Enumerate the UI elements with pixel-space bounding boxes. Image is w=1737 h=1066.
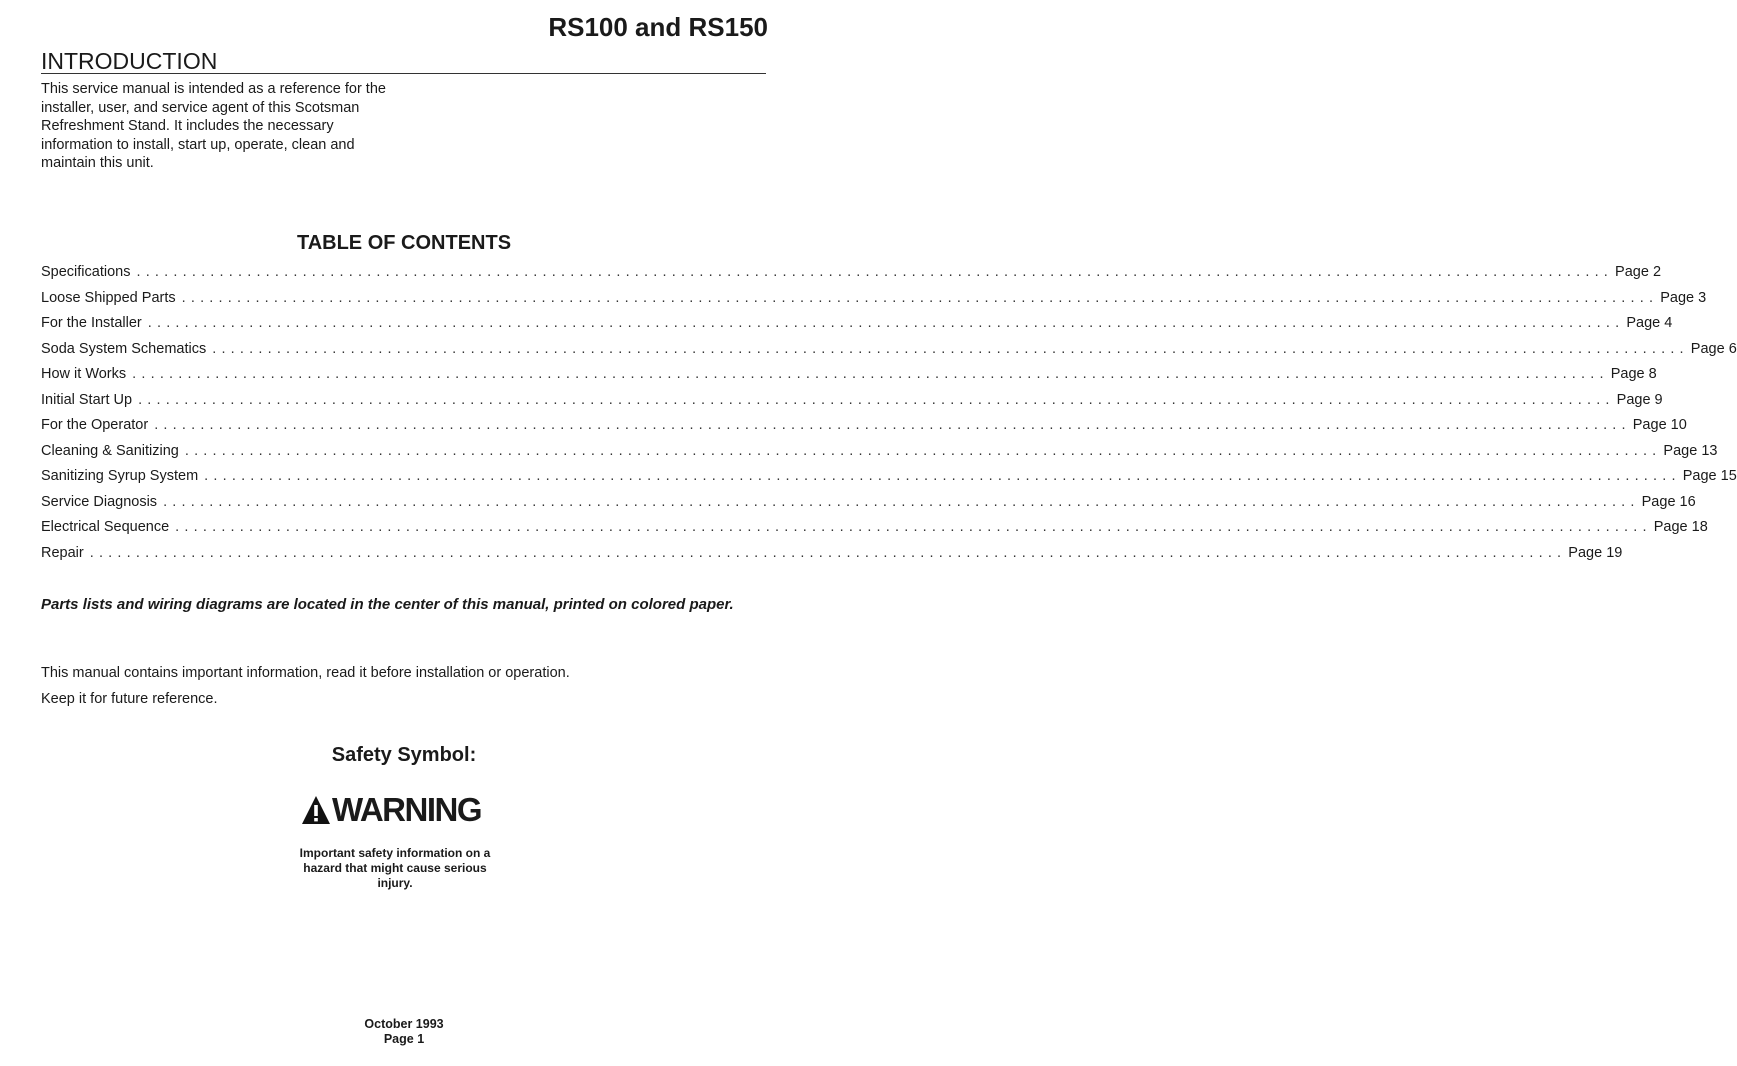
toc-entry-page: Page 18 bbox=[1653, 519, 1708, 535]
toc-leader-dots: ................................................................................................................................................................ bbox=[163, 493, 1640, 510]
warning-description: Important safety information on a hazard that might cause serious injury. bbox=[299, 846, 491, 890]
toc-entry-label: Specifications bbox=[41, 264, 131, 280]
toc-entry bbox=[41, 315, 1673, 341]
toc-entry-page: Page 3 bbox=[1660, 289, 1707, 306]
toc-entry-page: Page 10 bbox=[1632, 417, 1687, 433]
toc-entry bbox=[41, 289, 1707, 316]
warning-word: WARNING bbox=[332, 791, 481, 828]
toc-leader-dots: ................................................................................................................................................................ bbox=[132, 366, 1609, 382]
toc-entry-label: Electrical Sequence bbox=[41, 519, 170, 535]
toc-entry bbox=[41, 519, 1708, 545]
parts-note: Parts lists and wiring diagrams are located in the center of this manual, printed on colored paper. bbox=[41, 596, 734, 613]
intro-paragraph: This service manual is intended as a reference for the installer, user, and service agent of this Scotsman Refreshment Stand. It includes the necessary information to install, start up, operate, clean and maintain this unit. bbox=[41, 81, 386, 171]
toc-entry-label: Soda System Schematics bbox=[41, 340, 207, 357]
toc-leader-dots: ................................................................................................................................................................ bbox=[147, 315, 1625, 331]
toc-entry-label: Repair bbox=[41, 544, 84, 561]
section-heading: INTRODUCTION bbox=[41, 48, 218, 74]
info-line-important: This manual contains important information, read it before installation or operation. bbox=[41, 665, 570, 681]
toc-entry bbox=[41, 442, 1718, 469]
toc-list bbox=[41, 264, 1737, 570]
safety-heading: Safety Symbol: bbox=[331, 744, 477, 766]
toc-entry-label: How it Works bbox=[41, 366, 127, 382]
toc-leader-dots: ................................................................................................................................................................ bbox=[89, 544, 1567, 561]
toc-entry bbox=[41, 366, 1657, 392]
warning-triangle-icon bbox=[301, 795, 331, 825]
toc-leader-dots: ................................................................................................................................................................ bbox=[184, 442, 1662, 459]
toc-entry-page: Page 2 bbox=[1615, 264, 1662, 280]
toc-leader-dots: ................................................................................................................................................................ bbox=[175, 519, 1652, 535]
toc-entry bbox=[41, 340, 1737, 367]
warning-symbol bbox=[290, 792, 492, 828]
toc-entry-label: Sanitizing Syrup System bbox=[41, 468, 199, 484]
model-title: RS100 and RS150 bbox=[548, 12, 768, 42]
toc-entry-label: Loose Shipped Parts bbox=[41, 289, 176, 306]
toc-entry-page: Page 4 bbox=[1626, 315, 1673, 331]
toc-entry-label: For the Installer bbox=[41, 315, 142, 331]
toc-entry bbox=[41, 468, 1737, 494]
toc-entry bbox=[41, 493, 1696, 520]
info-line-keep: Keep it for future reference. bbox=[41, 691, 218, 707]
toc-entry bbox=[41, 417, 1687, 443]
toc-entry-page: Page 8 bbox=[1610, 366, 1657, 382]
toc-leader-dots: ................................................................................................................................................................ bbox=[138, 391, 1615, 408]
toc-entry-label: For the Operator bbox=[41, 417, 149, 433]
toc-title: TABLE OF CONTENTS bbox=[296, 232, 512, 254]
toc-entry-page: Page 15 bbox=[1682, 468, 1737, 484]
toc-entry-page: Page 6 bbox=[1690, 340, 1737, 357]
toc-leader-dots: ................................................................................................................................................................ bbox=[204, 468, 1681, 484]
toc-leader-dots: ................................................................................................................................................................ bbox=[154, 417, 1631, 433]
toc-entry-page: Page 16 bbox=[1641, 493, 1696, 510]
toc-entry-label: Initial Start Up bbox=[41, 391, 133, 408]
footer-date: October 1993 bbox=[364, 1017, 444, 1031]
toc-leader-dots: ................................................................................................................................................................ bbox=[181, 289, 1659, 306]
toc-entry-page: Page 13 bbox=[1663, 442, 1718, 459]
toc-entry-label: Service Diagnosis bbox=[41, 493, 158, 510]
toc-entry-page: Page 19 bbox=[1568, 544, 1623, 561]
toc-entry bbox=[41, 544, 1623, 571]
toc-entry bbox=[41, 264, 1662, 290]
toc-entry bbox=[41, 391, 1663, 418]
toc-entry-label: Cleaning & Sanitizing bbox=[41, 442, 179, 459]
toc-entry-page: Page 9 bbox=[1616, 391, 1663, 408]
toc-leader-dots: ................................................................................................................................................................ bbox=[212, 340, 1689, 357]
heading-rule bbox=[41, 73, 766, 74]
toc-leader-dots: ................................................................................................................................................................ bbox=[136, 264, 1614, 280]
footer-page-number: Page 1 bbox=[383, 1032, 425, 1046]
